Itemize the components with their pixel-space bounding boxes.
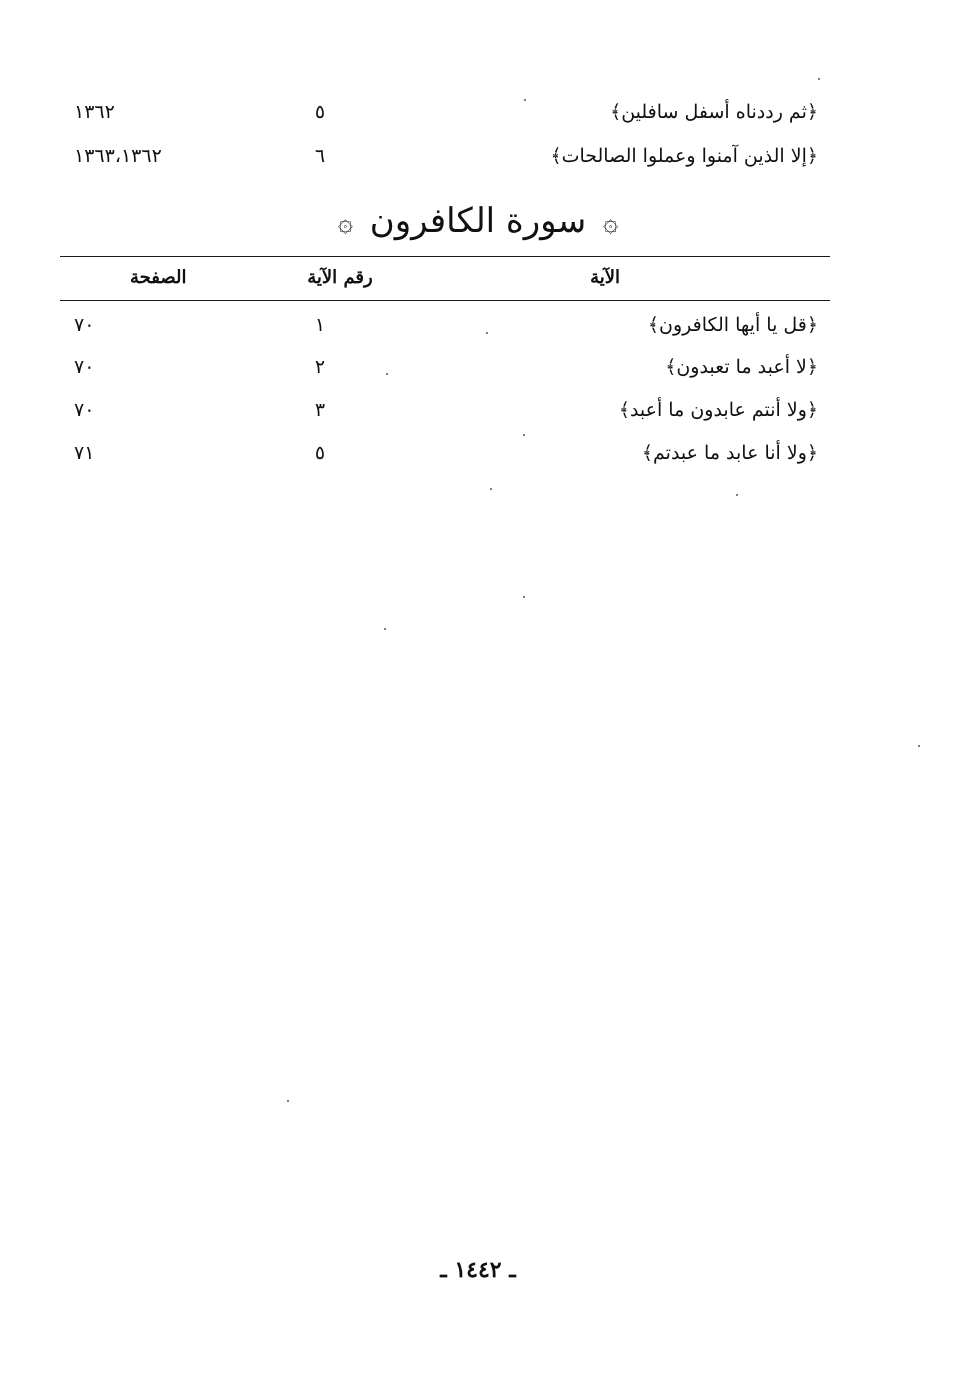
page-reference: ٧٠ — [74, 399, 95, 421]
ayah-text: ﴿إلا الذين آمنوا وعملوا الصالحات﴾ — [550, 145, 818, 167]
scan-speck — [918, 745, 920, 747]
scan-speck — [524, 99, 526, 101]
column-header-number: رقم الآية — [307, 267, 373, 288]
ayah-text: ﴿ولا أنا عابد ما عبدتم﴾ — [641, 442, 818, 464]
column-header-ayah: الآية — [590, 267, 620, 288]
page-reference: ٧٠ — [74, 356, 95, 378]
scan-speck — [384, 628, 386, 630]
page-number: ـ ١٤٤٢ ـ — [440, 1257, 516, 1283]
column-header-page: الصفحة — [130, 267, 187, 288]
ayah-text: ﴿ولا أنتم عابدون ما أعبد﴾ — [618, 399, 818, 421]
scan-speck — [490, 488, 492, 490]
page-reference: ١٣٦٣،١٣٦٢ — [74, 145, 162, 167]
table-row — [60, 308, 830, 342]
scan-speck — [287, 1100, 289, 1102]
surah-heading — [0, 196, 956, 248]
ayah-number: ٥ — [314, 442, 326, 464]
scan-speck — [736, 494, 738, 496]
header-bottom-rule — [60, 300, 830, 301]
ayah-number: ٥ — [314, 101, 326, 123]
ornament-icon: ۞ — [337, 208, 353, 238]
page-reference: ١٣٦٢ — [74, 101, 115, 123]
table-row — [60, 393, 830, 427]
header-top-rule — [60, 256, 830, 257]
scan-speck — [386, 373, 388, 375]
scan-speck — [523, 434, 525, 436]
table-row — [60, 95, 830, 129]
table-header — [60, 262, 830, 294]
surah-title: سورة الكافرون — [369, 201, 587, 241]
page-reference: ٧١ — [74, 442, 95, 464]
scan-speck — [523, 596, 525, 598]
ayah-text: ﴿ثم رددناه أسفل سافلين﴾ — [610, 101, 818, 123]
page-reference: ٧٠ — [74, 314, 95, 336]
ayah-number: ٣ — [314, 399, 326, 421]
table-row — [60, 350, 830, 384]
ayah-text: ﴿لا أعبد ما تعبدون﴾ — [665, 356, 818, 378]
scan-speck — [486, 332, 488, 334]
ayah-number: ٢ — [314, 356, 326, 378]
ornament-icon: ۞ — [603, 208, 619, 238]
table-row — [60, 139, 830, 173]
scan-speck — [818, 78, 820, 80]
ayah-text: ﴿قل يا أيها الكافرون﴾ — [647, 314, 818, 336]
ayah-number: ٦ — [314, 145, 326, 167]
ayah-number: ١ — [314, 314, 326, 336]
table-row — [60, 436, 830, 470]
